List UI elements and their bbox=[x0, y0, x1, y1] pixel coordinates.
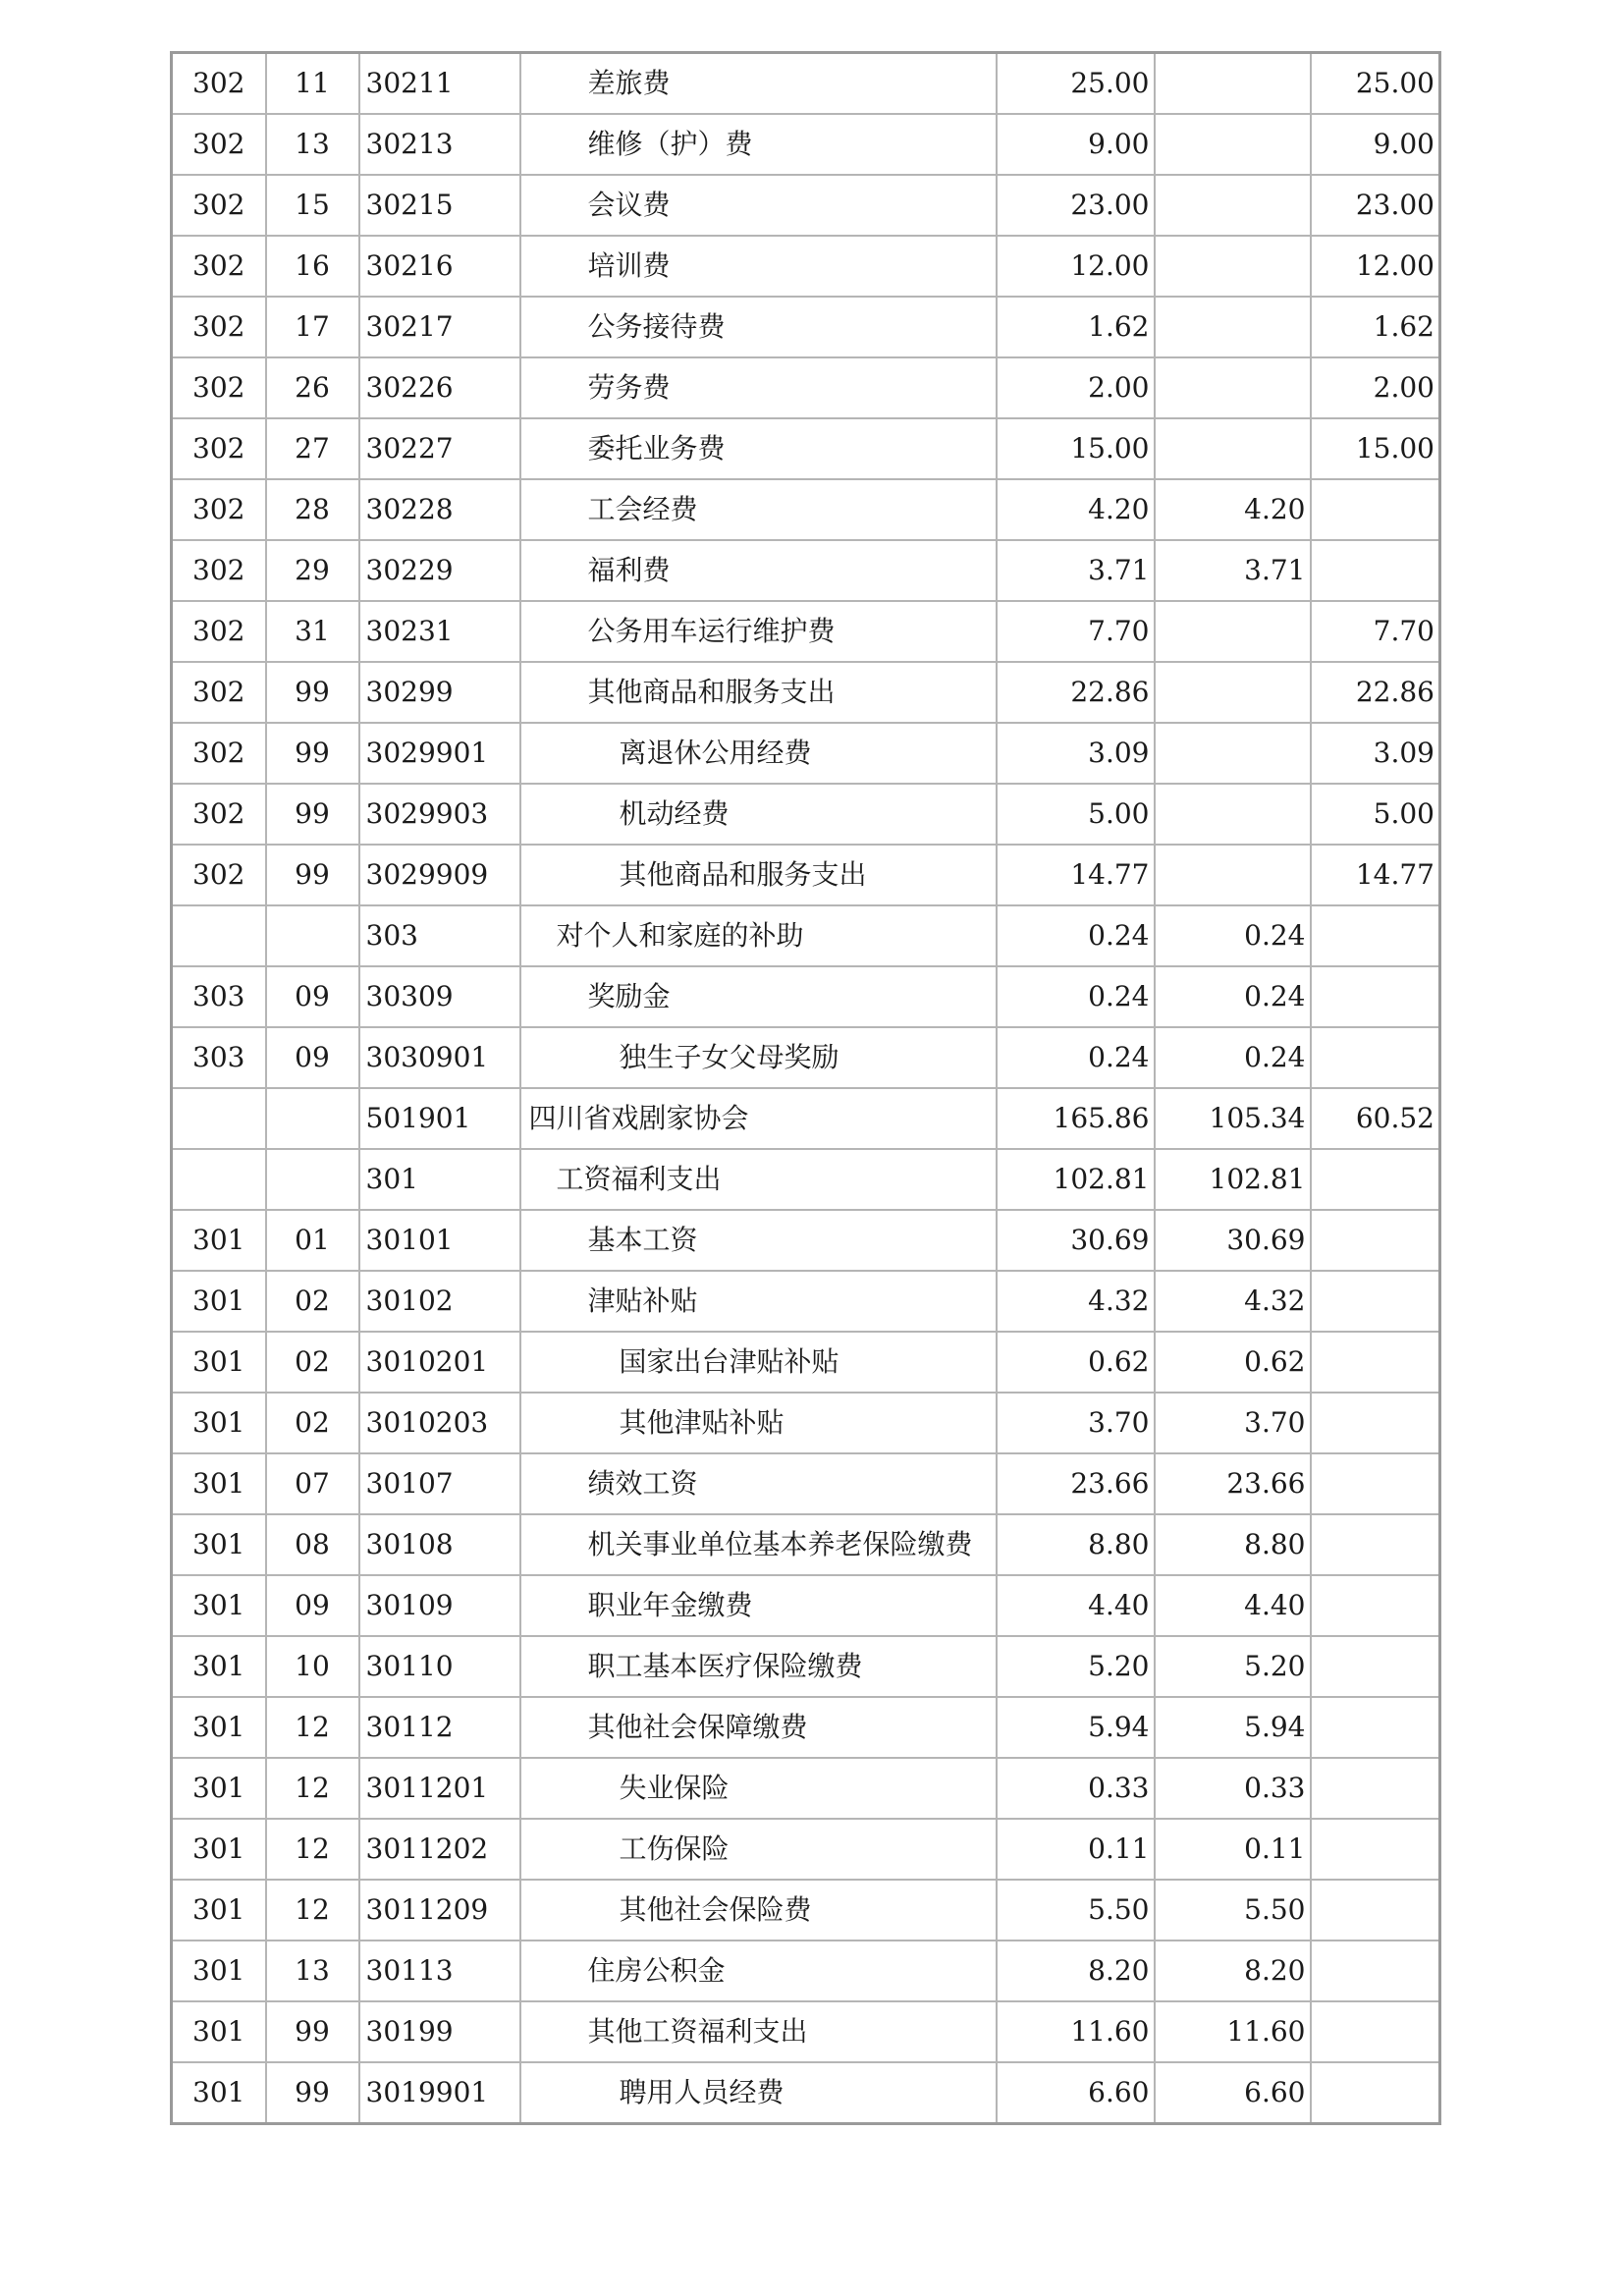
table-row bbox=[172, 1636, 1440, 1697]
project-expenditure-cell bbox=[1311, 1819, 1440, 1880]
subject-code-cell: 30217 bbox=[359, 297, 520, 357]
item-code-cell bbox=[266, 905, 359, 966]
total-amount-cell: 4.20 bbox=[997, 479, 1155, 540]
basic-expenditure-cell: 0.24 bbox=[1155, 966, 1311, 1027]
category-code-cell: 301 bbox=[172, 1819, 266, 1880]
table-row bbox=[172, 357, 1440, 418]
basic-expenditure-cell: 5.94 bbox=[1155, 1697, 1311, 1758]
subject-name-cell: 其他工资福利支出 bbox=[520, 2001, 997, 2062]
table-row bbox=[172, 175, 1440, 236]
item-code-cell: 07 bbox=[266, 1453, 359, 1514]
subject-name-cell: 维修（护）费 bbox=[520, 114, 997, 175]
total-amount-cell: 3.71 bbox=[997, 540, 1155, 601]
subject-name-cell: 津贴补贴 bbox=[520, 1271, 997, 1332]
project-expenditure-cell bbox=[1311, 1271, 1440, 1332]
total-amount-cell: 22.86 bbox=[997, 662, 1155, 723]
table-row bbox=[172, 1697, 1440, 1758]
category-code-cell: 302 bbox=[172, 479, 266, 540]
subject-code-cell: 3030901 bbox=[359, 1027, 520, 1088]
subject-code-cell: 30215 bbox=[359, 175, 520, 236]
category-code-cell: 301 bbox=[172, 1210, 266, 1271]
subject-name-cell: 其他社会保障缴费 bbox=[520, 1697, 997, 1758]
table-row bbox=[172, 905, 1440, 966]
total-amount-cell: 25.00 bbox=[997, 53, 1155, 115]
item-code-cell: 13 bbox=[266, 1941, 359, 2001]
item-code-cell: 29 bbox=[266, 540, 359, 601]
category-code-cell: 301 bbox=[172, 1332, 266, 1393]
project-expenditure-cell bbox=[1311, 1697, 1440, 1758]
basic-expenditure-cell: 105.34 bbox=[1155, 1088, 1311, 1149]
total-amount-cell: 5.20 bbox=[997, 1636, 1155, 1697]
category-code-cell: 302 bbox=[172, 297, 266, 357]
project-expenditure-cell: 60.52 bbox=[1311, 1088, 1440, 1149]
project-expenditure-cell: 2.00 bbox=[1311, 357, 1440, 418]
total-amount-cell: 0.24 bbox=[997, 905, 1155, 966]
category-code-cell bbox=[172, 905, 266, 966]
table-row bbox=[172, 540, 1440, 601]
total-amount-cell: 102.81 bbox=[997, 1149, 1155, 1210]
table-row bbox=[172, 1332, 1440, 1393]
basic-expenditure-cell: 0.33 bbox=[1155, 1758, 1311, 1819]
item-code-cell: 99 bbox=[266, 662, 359, 723]
category-code-cell: 303 bbox=[172, 1027, 266, 1088]
project-expenditure-cell: 9.00 bbox=[1311, 114, 1440, 175]
basic-expenditure-cell: 6.60 bbox=[1155, 2062, 1311, 2124]
item-code-cell: 10 bbox=[266, 1636, 359, 1697]
table-row bbox=[172, 601, 1440, 662]
category-code-cell: 303 bbox=[172, 966, 266, 1027]
item-code-cell: 27 bbox=[266, 418, 359, 479]
total-amount-cell: 4.40 bbox=[997, 1575, 1155, 1636]
subject-name-cell: 工会经费 bbox=[520, 479, 997, 540]
category-code-cell: 302 bbox=[172, 357, 266, 418]
subject-name-cell: 工伤保险 bbox=[520, 1819, 997, 1880]
basic-expenditure-cell bbox=[1155, 418, 1311, 479]
project-expenditure-cell bbox=[1311, 1575, 1440, 1636]
subject-name-cell: 住房公积金 bbox=[520, 1941, 997, 2001]
project-expenditure-cell bbox=[1311, 1758, 1440, 1819]
project-expenditure-cell bbox=[1311, 905, 1440, 966]
table-row bbox=[172, 236, 1440, 297]
subject-name-cell: 福利费 bbox=[520, 540, 997, 601]
total-amount-cell: 0.24 bbox=[997, 966, 1155, 1027]
table-row bbox=[172, 2062, 1440, 2124]
subject-name-cell: 独生子女父母奖励 bbox=[520, 1027, 997, 1088]
basic-expenditure-cell: 0.62 bbox=[1155, 1332, 1311, 1393]
project-expenditure-cell: 7.70 bbox=[1311, 601, 1440, 662]
basic-expenditure-cell: 5.20 bbox=[1155, 1636, 1311, 1697]
basic-expenditure-cell bbox=[1155, 723, 1311, 784]
project-expenditure-cell bbox=[1311, 1393, 1440, 1453]
table-row bbox=[172, 1758, 1440, 1819]
basic-expenditure-cell: 3.71 bbox=[1155, 540, 1311, 601]
project-expenditure-cell bbox=[1311, 1453, 1440, 1514]
category-code-cell bbox=[172, 1088, 266, 1149]
subject-code-cell: 3011201 bbox=[359, 1758, 520, 1819]
basic-expenditure-cell bbox=[1155, 114, 1311, 175]
item-code-cell: 99 bbox=[266, 845, 359, 905]
project-expenditure-cell: 3.09 bbox=[1311, 723, 1440, 784]
subject-code-cell: 30309 bbox=[359, 966, 520, 1027]
total-amount-cell: 8.80 bbox=[997, 1514, 1155, 1575]
table-row bbox=[172, 723, 1440, 784]
total-amount-cell: 0.11 bbox=[997, 1819, 1155, 1880]
total-amount-cell: 0.62 bbox=[997, 1332, 1155, 1393]
subject-code-cell: 30110 bbox=[359, 1636, 520, 1697]
basic-expenditure-cell: 0.24 bbox=[1155, 1027, 1311, 1088]
basic-expenditure-cell: 30.69 bbox=[1155, 1210, 1311, 1271]
subject-code-cell: 30216 bbox=[359, 236, 520, 297]
project-expenditure-cell bbox=[1311, 2001, 1440, 2062]
item-code-cell: 09 bbox=[266, 1027, 359, 1088]
project-expenditure-cell bbox=[1311, 1941, 1440, 2001]
item-code-cell: 12 bbox=[266, 1880, 359, 1941]
budget-expenditure-table bbox=[170, 51, 1441, 2125]
item-code-cell: 09 bbox=[266, 1575, 359, 1636]
item-code-cell: 02 bbox=[266, 1393, 359, 1453]
total-amount-cell: 15.00 bbox=[997, 418, 1155, 479]
total-amount-cell: 23.66 bbox=[997, 1453, 1155, 1514]
subject-code-cell: 30211 bbox=[359, 53, 520, 115]
subject-code-cell: 30226 bbox=[359, 357, 520, 418]
item-code-cell: 31 bbox=[266, 601, 359, 662]
item-code-cell: 08 bbox=[266, 1514, 359, 1575]
category-code-cell: 302 bbox=[172, 601, 266, 662]
item-code-cell: 28 bbox=[266, 479, 359, 540]
basic-expenditure-cell bbox=[1155, 662, 1311, 723]
category-code-cell: 302 bbox=[172, 723, 266, 784]
subject-name-cell: 绩效工资 bbox=[520, 1453, 997, 1514]
basic-expenditure-cell bbox=[1155, 297, 1311, 357]
subject-code-cell: 3011202 bbox=[359, 1819, 520, 1880]
total-amount-cell: 1.62 bbox=[997, 297, 1155, 357]
category-code-cell: 302 bbox=[172, 540, 266, 601]
subject-name-cell: 其他商品和服务支出 bbox=[520, 845, 997, 905]
total-amount-cell: 12.00 bbox=[997, 236, 1155, 297]
item-code-cell: 99 bbox=[266, 2062, 359, 2124]
category-code-cell: 301 bbox=[172, 2062, 266, 2124]
category-code-cell: 301 bbox=[172, 1575, 266, 1636]
item-code-cell: 26 bbox=[266, 357, 359, 418]
table-row bbox=[172, 114, 1440, 175]
table-row bbox=[172, 418, 1440, 479]
item-code-cell: 12 bbox=[266, 1819, 359, 1880]
category-code-cell: 302 bbox=[172, 175, 266, 236]
total-amount-cell: 0.24 bbox=[997, 1027, 1155, 1088]
subject-code-cell: 30108 bbox=[359, 1514, 520, 1575]
basic-expenditure-cell: 4.20 bbox=[1155, 479, 1311, 540]
project-expenditure-cell bbox=[1311, 2062, 1440, 2124]
project-expenditure-cell: 12.00 bbox=[1311, 236, 1440, 297]
subject-name-cell: 职工基本医疗保险缴费 bbox=[520, 1636, 997, 1697]
subject-name-cell: 失业保险 bbox=[520, 1758, 997, 1819]
project-expenditure-cell bbox=[1311, 479, 1440, 540]
subject-code-cell: 30109 bbox=[359, 1575, 520, 1636]
item-code-cell: 13 bbox=[266, 114, 359, 175]
category-code-cell: 302 bbox=[172, 114, 266, 175]
subject-name-cell: 其他津贴补贴 bbox=[520, 1393, 997, 1453]
subject-code-cell: 3029909 bbox=[359, 845, 520, 905]
basic-expenditure-cell bbox=[1155, 175, 1311, 236]
total-amount-cell: 0.33 bbox=[997, 1758, 1155, 1819]
basic-expenditure-cell bbox=[1155, 236, 1311, 297]
total-amount-cell: 2.00 bbox=[997, 357, 1155, 418]
subject-code-cell: 3010201 bbox=[359, 1332, 520, 1393]
total-amount-cell: 11.60 bbox=[997, 2001, 1155, 2062]
basic-expenditure-cell bbox=[1155, 357, 1311, 418]
subject-name-cell: 离退休公用经费 bbox=[520, 723, 997, 784]
table-row bbox=[172, 1271, 1440, 1332]
subject-name-cell: 奖励金 bbox=[520, 966, 997, 1027]
subject-name-cell: 公务用车运行维护费 bbox=[520, 601, 997, 662]
subject-code-cell: 30101 bbox=[359, 1210, 520, 1271]
item-code-cell: 99 bbox=[266, 784, 359, 845]
table-row bbox=[172, 53, 1440, 115]
subject-name-cell: 会议费 bbox=[520, 175, 997, 236]
basic-expenditure-cell bbox=[1155, 53, 1311, 115]
project-expenditure-cell bbox=[1311, 1636, 1440, 1697]
subject-name-cell: 聘用人员经费 bbox=[520, 2062, 997, 2124]
item-code-cell: 16 bbox=[266, 236, 359, 297]
table-row bbox=[172, 784, 1440, 845]
subject-code-cell: 303 bbox=[359, 905, 520, 966]
category-code-cell: 302 bbox=[172, 662, 266, 723]
subject-code-cell: 30229 bbox=[359, 540, 520, 601]
project-expenditure-cell bbox=[1311, 1149, 1440, 1210]
category-code-cell: 302 bbox=[172, 784, 266, 845]
project-expenditure-cell bbox=[1311, 1027, 1440, 1088]
basic-expenditure-cell: 3.70 bbox=[1155, 1393, 1311, 1453]
project-expenditure-cell: 5.00 bbox=[1311, 784, 1440, 845]
table-row bbox=[172, 1819, 1440, 1880]
subject-name-cell: 公务接待费 bbox=[520, 297, 997, 357]
category-code-cell: 302 bbox=[172, 845, 266, 905]
item-code-cell bbox=[266, 1088, 359, 1149]
subject-code-cell: 30299 bbox=[359, 662, 520, 723]
category-code-cell: 301 bbox=[172, 1393, 266, 1453]
subject-code-cell: 3010203 bbox=[359, 1393, 520, 1453]
item-code-cell: 15 bbox=[266, 175, 359, 236]
category-code-cell: 302 bbox=[172, 418, 266, 479]
project-expenditure-cell: 22.86 bbox=[1311, 662, 1440, 723]
basic-expenditure-cell: 0.11 bbox=[1155, 1819, 1311, 1880]
basic-expenditure-cell: 11.60 bbox=[1155, 2001, 1311, 2062]
basic-expenditure-cell: 8.20 bbox=[1155, 1941, 1311, 2001]
item-code-cell: 99 bbox=[266, 2001, 359, 2062]
table-row bbox=[172, 297, 1440, 357]
subject-code-cell: 301 bbox=[359, 1149, 520, 1210]
item-code-cell: 17 bbox=[266, 297, 359, 357]
category-code-cell: 301 bbox=[172, 1880, 266, 1941]
item-code-cell: 12 bbox=[266, 1697, 359, 1758]
basic-expenditure-cell: 102.81 bbox=[1155, 1149, 1311, 1210]
category-code-cell: 301 bbox=[172, 1636, 266, 1697]
subject-name-cell: 机关事业单位基本养老保险缴费 bbox=[520, 1514, 997, 1575]
total-amount-cell: 8.20 bbox=[997, 1941, 1155, 2001]
subject-name-cell: 劳务费 bbox=[520, 357, 997, 418]
table-row bbox=[172, 966, 1440, 1027]
table-row bbox=[172, 1453, 1440, 1514]
project-expenditure-cell: 14.77 bbox=[1311, 845, 1440, 905]
table-row bbox=[172, 1514, 1440, 1575]
subject-code-cell: 30102 bbox=[359, 1271, 520, 1332]
table-row bbox=[172, 479, 1440, 540]
category-code-cell bbox=[172, 1149, 266, 1210]
total-amount-cell: 3.70 bbox=[997, 1393, 1155, 1453]
item-code-cell: 12 bbox=[266, 1758, 359, 1819]
total-amount-cell: 4.32 bbox=[997, 1271, 1155, 1332]
project-expenditure-cell: 1.62 bbox=[1311, 297, 1440, 357]
category-code-cell: 301 bbox=[172, 1271, 266, 1332]
table-body bbox=[172, 53, 1440, 2124]
project-expenditure-cell bbox=[1311, 966, 1440, 1027]
total-amount-cell: 165.86 bbox=[997, 1088, 1155, 1149]
subject-name-cell: 工资福利支出 bbox=[520, 1149, 997, 1210]
table-row bbox=[172, 2001, 1440, 2062]
subject-name-cell: 其他商品和服务支出 bbox=[520, 662, 997, 723]
subject-code-cell: 3019901 bbox=[359, 2062, 520, 2124]
subject-code-cell: 30228 bbox=[359, 479, 520, 540]
basic-expenditure-cell bbox=[1155, 845, 1311, 905]
item-code-cell: 11 bbox=[266, 53, 359, 115]
category-code-cell: 301 bbox=[172, 1453, 266, 1514]
subject-name-cell: 其他社会保险费 bbox=[520, 1880, 997, 1941]
item-code-cell: 99 bbox=[266, 723, 359, 784]
category-code-cell: 301 bbox=[172, 1758, 266, 1819]
item-code-cell: 01 bbox=[266, 1210, 359, 1271]
total-amount-cell: 5.00 bbox=[997, 784, 1155, 845]
subject-code-cell: 3029901 bbox=[359, 723, 520, 784]
table-row bbox=[172, 845, 1440, 905]
subject-code-cell: 30213 bbox=[359, 114, 520, 175]
subject-code-cell: 3029903 bbox=[359, 784, 520, 845]
total-amount-cell: 5.94 bbox=[997, 1697, 1155, 1758]
table-row bbox=[172, 1088, 1440, 1149]
subject-code-cell: 501901 bbox=[359, 1088, 520, 1149]
project-expenditure-cell bbox=[1311, 1210, 1440, 1271]
table-row bbox=[172, 1027, 1440, 1088]
subject-name-cell: 委托业务费 bbox=[520, 418, 997, 479]
subject-name-cell: 国家出台津贴补贴 bbox=[520, 1332, 997, 1393]
total-amount-cell: 14.77 bbox=[997, 845, 1155, 905]
table-row bbox=[172, 1393, 1440, 1453]
basic-expenditure-cell bbox=[1155, 784, 1311, 845]
project-expenditure-cell bbox=[1311, 1332, 1440, 1393]
subject-code-cell: 30199 bbox=[359, 2001, 520, 2062]
subject-name-cell: 基本工资 bbox=[520, 1210, 997, 1271]
basic-expenditure-cell: 0.24 bbox=[1155, 905, 1311, 966]
table-row bbox=[172, 662, 1440, 723]
subject-name-cell: 四川省戏剧家协会 bbox=[520, 1088, 997, 1149]
basic-expenditure-cell: 4.40 bbox=[1155, 1575, 1311, 1636]
category-code-cell: 301 bbox=[172, 2001, 266, 2062]
item-code-cell: 02 bbox=[266, 1271, 359, 1332]
subject-code-cell: 30231 bbox=[359, 601, 520, 662]
subject-code-cell: 30227 bbox=[359, 418, 520, 479]
subject-name-cell: 机动经费 bbox=[520, 784, 997, 845]
basic-expenditure-cell bbox=[1155, 601, 1311, 662]
subject-name-cell: 差旅费 bbox=[520, 53, 997, 115]
category-code-cell: 302 bbox=[172, 53, 266, 115]
total-amount-cell: 9.00 bbox=[997, 114, 1155, 175]
total-amount-cell: 6.60 bbox=[997, 2062, 1155, 2124]
basic-expenditure-cell: 23.66 bbox=[1155, 1453, 1311, 1514]
total-amount-cell: 5.50 bbox=[997, 1880, 1155, 1941]
item-code-cell bbox=[266, 1149, 359, 1210]
project-expenditure-cell: 23.00 bbox=[1311, 175, 1440, 236]
project-expenditure-cell: 25.00 bbox=[1311, 53, 1440, 115]
project-expenditure-cell bbox=[1311, 1514, 1440, 1575]
item-code-cell: 09 bbox=[266, 966, 359, 1027]
subject-name-cell: 职业年金缴费 bbox=[520, 1575, 997, 1636]
subject-code-cell: 3011209 bbox=[359, 1880, 520, 1941]
subject-code-cell: 30112 bbox=[359, 1697, 520, 1758]
subject-code-cell: 30113 bbox=[359, 1941, 520, 2001]
basic-expenditure-cell: 4.32 bbox=[1155, 1271, 1311, 1332]
table-row bbox=[172, 1210, 1440, 1271]
total-amount-cell: 3.09 bbox=[997, 723, 1155, 784]
total-amount-cell: 23.00 bbox=[997, 175, 1155, 236]
total-amount-cell: 7.70 bbox=[997, 601, 1155, 662]
project-expenditure-cell bbox=[1311, 1880, 1440, 1941]
category-code-cell: 301 bbox=[172, 1941, 266, 2001]
subject-name-cell: 培训费 bbox=[520, 236, 997, 297]
item-code-cell: 02 bbox=[266, 1332, 359, 1393]
table-row bbox=[172, 1941, 1440, 2001]
basic-expenditure-cell: 5.50 bbox=[1155, 1880, 1311, 1941]
category-code-cell: 301 bbox=[172, 1514, 266, 1575]
basic-expenditure-cell: 8.80 bbox=[1155, 1514, 1311, 1575]
category-code-cell: 301 bbox=[172, 1697, 266, 1758]
subject-code-cell: 30107 bbox=[359, 1453, 520, 1514]
total-amount-cell: 30.69 bbox=[997, 1210, 1155, 1271]
table-row bbox=[172, 1149, 1440, 1210]
subject-name-cell: 对个人和家庭的补助 bbox=[520, 905, 997, 966]
category-code-cell: 302 bbox=[172, 236, 266, 297]
table-row bbox=[172, 1880, 1440, 1941]
table-row bbox=[172, 1575, 1440, 1636]
project-expenditure-cell bbox=[1311, 540, 1440, 601]
project-expenditure-cell: 15.00 bbox=[1311, 418, 1440, 479]
